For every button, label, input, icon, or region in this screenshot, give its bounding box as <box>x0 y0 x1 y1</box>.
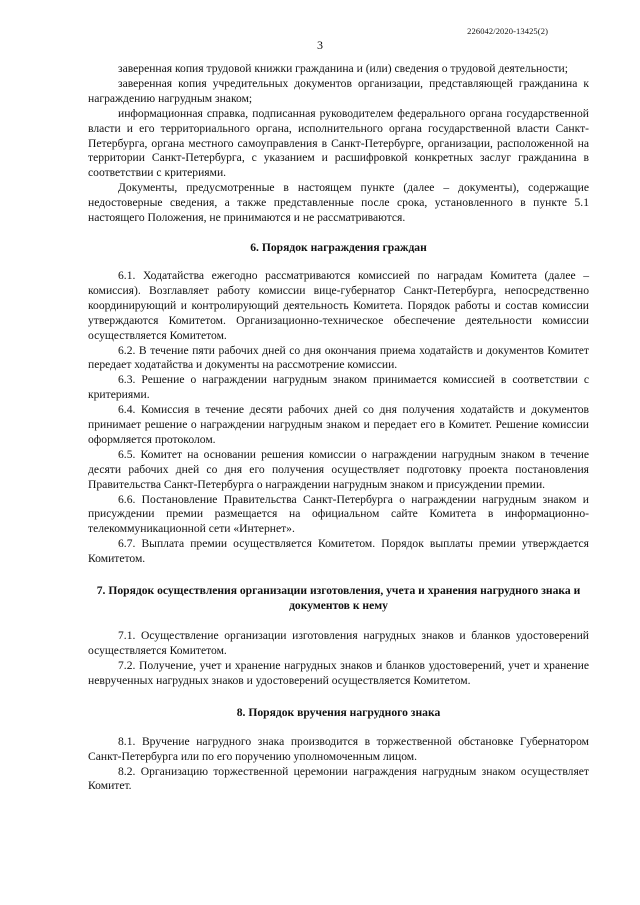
paragraph-6-1: 6.1. Ходатайства ежегодно рассматриваются комиссией по наградам Комитета (далее – комиссия). Возглавляет работу комиссии вице-губернатор Санкт-Петербурга, непосредственно координирующий и контролирующий деятельность Комитета. Порядок работы и состав комиссии утверждаются Комитетом. Организационно-техническое обеспечение деятельности комиссии осуществляется Комитетом. <box>88 268 589 342</box>
paragraph-employment-record: заверенная копия трудовой книжки гражданина и (или) сведения о трудовой деятельности; <box>118 62 568 75</box>
paragraph-8-1: 8.1. Вручение нагрудного знака производится в торжественной обстановке Губернатором Санкт-Петербурга или по его поручению уполномоченным лицом. <box>88 734 589 763</box>
paragraph-8-2: 8.2. Организацию торжественной церемонии награждения нагрудным знаком осуществляет Комитет. <box>88 764 589 793</box>
section-7-title: 7. Порядок осуществления организации изготовления, учета и хранения нагрудного знака и документов к нему <box>96 584 581 613</box>
paragraph-6-2: 6.2. В течение пяти рабочих дней со дня окончания приема ходатайств и документов Комитет передает ходатайства и документы на рассмотрение комиссии. <box>88 343 589 372</box>
section-6-title: 6. Порядок награждения граждан <box>250 240 427 254</box>
paragraph-6-7: 6.7. Выплата премии осуществляется Комитетом. Порядок выплаты премии утверждается Комитетом. <box>88 537 589 566</box>
page-number: 3 <box>317 38 323 52</box>
paragraph-7-1: 7.1. Осуществление организации изготовления нагрудных знаков и бланков удостоверений осуществляется Комитетом. <box>88 629 589 657</box>
document-body <box>88 62 589 794</box>
paragraph-documents-note: Документы, предусмотренные в настоящем пункте (далее – документы), содержащие недостоверные сведения, а также представленные после срока, установленного в пункте 5.1 настоящего Положения, не принимаются и не рассматриваются. <box>88 181 589 225</box>
paragraph-info-reference: информационная справка, подписанная руководителем федерального органа государственной власти и его территориального органа, исполнительного органа государственной власти Санкт-Петербурга, органа местного самоуправления в Санкт-Петербурге, организации, расположенной на территории Санкт-Петербурга, с указанием и расшифровкой конкретных заслуг гражданина в соответствии с критериями. <box>88 106 589 180</box>
section-8-title: 8. Порядок вручения нагрудного знака <box>236 705 441 719</box>
document-id: 226042/2020-13425(2) <box>467 26 548 36</box>
paragraph-6-6: 6.6. Постановление Правительства Санкт-Петербурга о награждении нагрудным знаком и присуждении премии размещается на официальном сайте Комитета в информационно-телекоммуникационной сети «Интернет». <box>88 492 589 536</box>
paragraph-founding-documents: заверенная копия учредительных документов организации, представляющей гражданина к награждению нагрудным знаком; <box>88 76 589 105</box>
paragraph-6-4: 6.4. Комиссия в течение десяти рабочих дней со дня получения ходатайств и документов принимает решение о награждении нагрудным знаком и передает его в Комитет. Решение комиссии оформляется протоколом. <box>88 403 589 446</box>
paragraph-7-2: 7.2. Получение, учет и хранение нагрудных знаков и бланков удостоверений, учет и хранение неврученных нагрудных знаков и удостоверений осуществляется Комитетом. <box>88 658 589 687</box>
paragraph-6-5: 6.5. Комитет на основании решения комиссии о награждении нагрудным знаком в течение десяти рабочих дней со дня его получения осуществляет подготовку проекта постановления Правительства Санкт-Петербурга о награждении нагрудным знаком и присуждении премии. <box>88 447 589 491</box>
paragraph-6-3: 6.3. Решение о награждении нагрудным знаком принимается комиссией в соответствии с критериями. <box>88 373 589 402</box>
